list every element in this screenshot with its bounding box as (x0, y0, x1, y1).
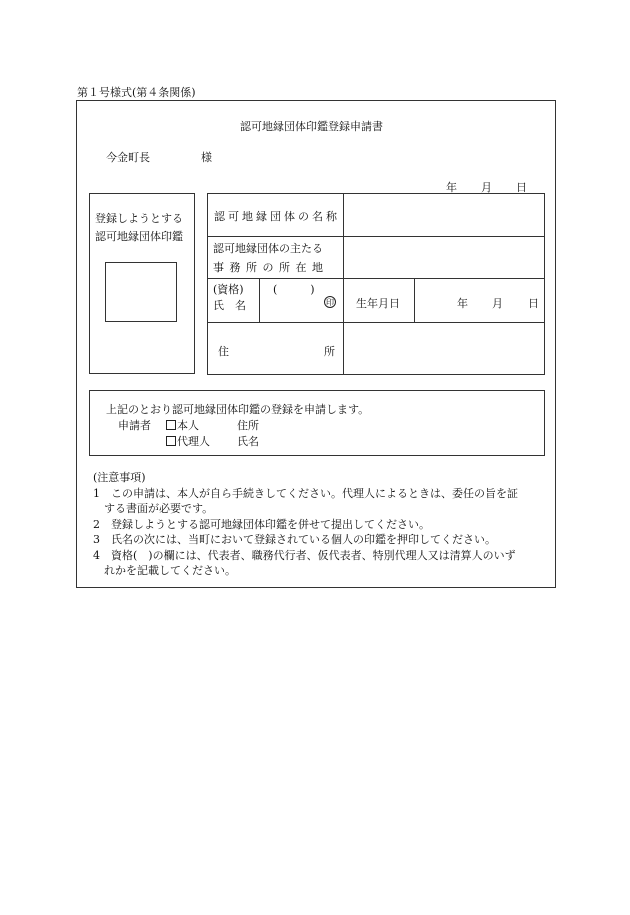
table-birth-divider (414, 278, 415, 322)
qualification-label: (資格) (213, 283, 244, 296)
option-agent[interactable] (166, 433, 210, 449)
seal-mark-icon: 印 (326, 298, 334, 307)
birthdate-year: 年 (457, 297, 468, 310)
birthdate-label: 生年月日 (356, 297, 400, 310)
applicant-name-label: 氏名 (237, 435, 259, 448)
note-line: 1 この申請は、本人が自ら手続きしてください。代理人によるときは、委任の旨を証 (93, 486, 518, 500)
form-title: 認可地縁団体印鑑登録申請書 (240, 120, 383, 133)
table-row-divider-3 (207, 322, 545, 323)
seal-impression-area[interactable] (105, 262, 177, 322)
birthdate-day: 日 (528, 297, 539, 310)
address-label-left: 住 (218, 345, 229, 358)
table-label-divider (343, 193, 344, 375)
application-statement: 上記のとおり認可地縁団体印鑑の登録を申請します。 (106, 403, 370, 416)
note-line: 2 登録しようとする認可地縁団体印鑑を併せて提出してください。 (93, 517, 430, 531)
addressee-name: 今金町長 (106, 151, 150, 164)
office-location-label-line1: 認可地縁団体の主たる (213, 242, 323, 255)
birthdate-month: 月 (492, 297, 503, 310)
date-month: 月 (481, 181, 492, 194)
applicant-label: 申請者 (118, 419, 151, 432)
notes-section (93, 470, 553, 579)
note-line: れかを記載してください。 (93, 564, 236, 577)
group-name-label: 認可地縁団体の名称 (214, 210, 340, 223)
table-row-divider-1 (207, 236, 545, 237)
addressee-honorific: 様 (201, 151, 212, 164)
table-qual-divider (259, 278, 260, 322)
applicant-address-label: 住所 (237, 419, 259, 432)
date-day: 日 (516, 181, 527, 194)
address-field[interactable] (345, 324, 543, 374)
self-checkbox[interactable] (166, 420, 176, 430)
form-label: 第１号様式(第４条関係) (77, 86, 196, 99)
application-box (89, 390, 545, 456)
date-year: 年 (446, 181, 457, 194)
office-location-field[interactable] (345, 238, 543, 277)
table-row-divider-2 (207, 278, 545, 279)
option-self[interactable] (166, 417, 199, 433)
office-location-label-line2: 事 務 所 の 所 在 地 (213, 261, 324, 274)
option-agent-label: 代理人 (177, 435, 210, 448)
name-label: 氏 名 (213, 299, 246, 312)
note-line: 3 氏名の次には、当町において登録されている個人の印鑑を押印してください。 (93, 533, 496, 546)
agent-checkbox[interactable] (166, 436, 176, 446)
address-label-right: 所 (324, 345, 335, 358)
note-line: 4 資格( )の欄には、代表者、職務代行者、仮代表者、特別代理人又は清算人のいず (93, 548, 516, 562)
option-self-label: 本人 (177, 419, 199, 432)
seal-box-label-line1: 登録しようとする (95, 212, 183, 225)
note-line: する書面が必要です。 (93, 502, 214, 515)
group-name-field[interactable] (345, 195, 543, 235)
qualification-parens[interactable]: ( ) (273, 283, 315, 296)
seal-box-label-line2: 認可地縁団体印鑑 (95, 230, 183, 243)
notes-heading: (注意事項) (93, 471, 146, 484)
